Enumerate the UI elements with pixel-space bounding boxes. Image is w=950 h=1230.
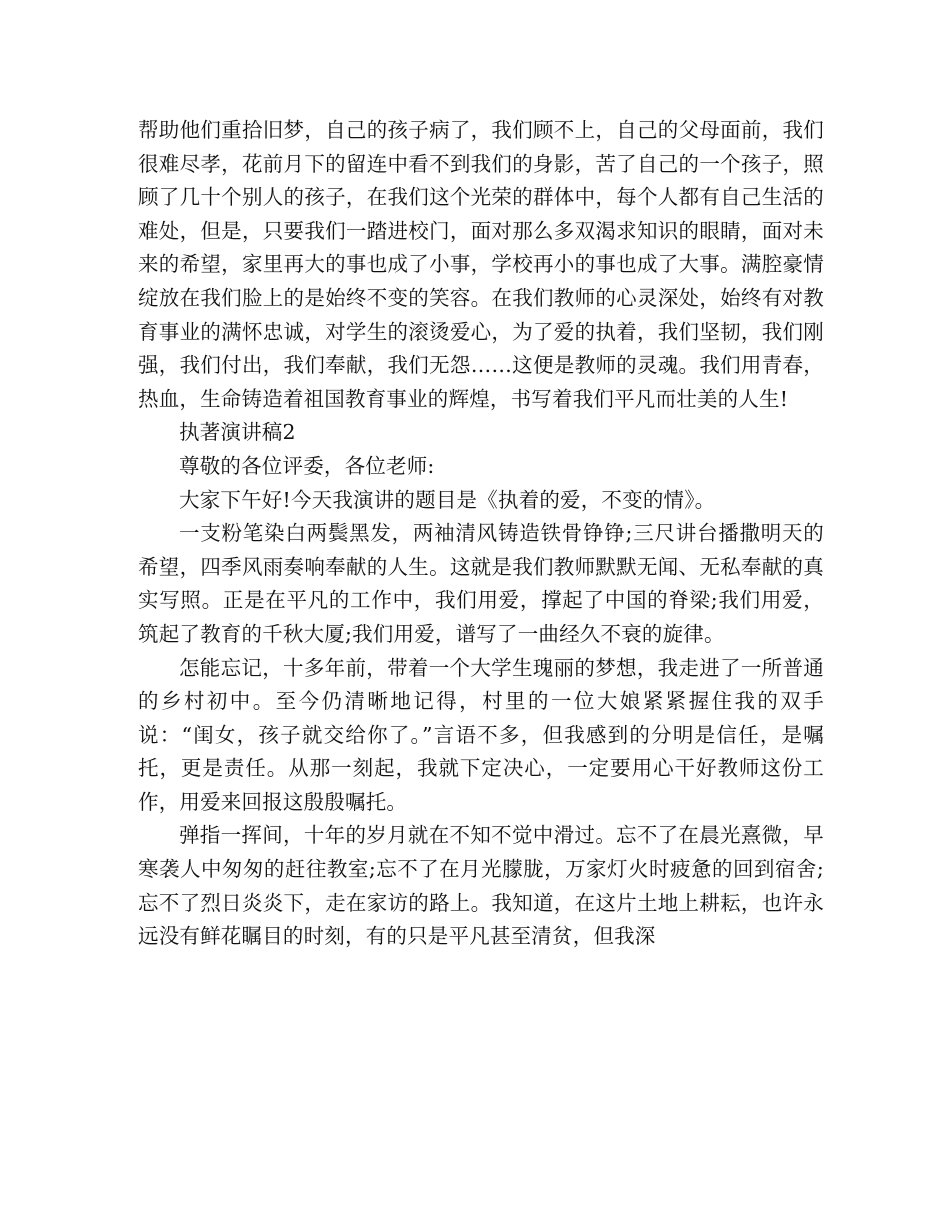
- speech-2-heading: 执著演讲稿2: [179, 420, 296, 445]
- paragraph-speech-1-continued: 帮助他们重拾旧梦，自己的孩子病了，我们顾不上，自己的父母面前，我们很难尽孝，花前月下的留连中看不到我们的身影，苦了自己的一个孩子，照顾了几十个别人的孩子，在我们这个光荣的群体中，每个人都有自己生活的难处，但是，只要我们一踏进校门，面对那么多双渴求知识的眼睛，面对未来的希望，家里再大的事也成了小事，学校再小的事也成了大事。满腔豪情绽放在我们脸上的是始终不变的笑容。在我们教师的心灵深处，始终有对教育事业的满怀忠诚，对学生的滚烫爱心，为了爱的执着，我们坚韧，我们刚强，我们付出，我们奉献，我们无怨……这便是教师的灵魂。我们用青春，热血，生命铸造着祖国教育事业的辉煌，书写着我们平凡而壮美的人生!: [138, 118, 824, 411]
- greeting-title: 大家下午好!今天我演讲的题目是《执着的爱，不变的情》。: [179, 487, 716, 512]
- paragraph-years: 弹指一挥间，十年的岁月就在不知不觉中滑过。忘不了在晨光熹微，早寒袭人中匆匆的赶往教室;忘不了在月光朦胧，万家灯火时疲惫的回到宿舍;忘不了烈日炎炎下，走在家访的路上。我知道，在这片土地上耕耘，也许永远没有鲜花瞩目的时刻，有的只是平凡甚至清贫，但我深: [138, 823, 824, 949]
- salutation: 尊敬的各位评委，各位老师:: [179, 453, 435, 478]
- document-page: [138, 114, 824, 954]
- paragraph-chalk: 一支粉笔染白两鬓黑发，两袖清风铸造铁骨铮铮;三尺讲台播撒明天的希望，四季风雨奏响奉献的人生。这就是我们教师默默无闻、无私奉献的真实写照。正是在平凡的工作中，我们用爱，撑起了中国的脊梁;我们用爱，筑起了教育的千秋大厦;我们用爱，谱写了一曲经久不衰的旋律。: [138, 521, 824, 646]
- paragraph-memory: 怎能忘记，十多年前，带着一个大学生瑰丽的梦想，我走进了一所普通的乡村初中。至今仍清晰地记得，村里的一位大娘紧紧握住我的双手说：“闺女，孩子就交给你了。”言语不多，但我感到的分明是信任，是嘱托，更是责任。从那一刻起，我就下定决心，一定要用心干好教师这份工作，用爱来回报这殷殷嘱托。: [138, 655, 824, 814]
